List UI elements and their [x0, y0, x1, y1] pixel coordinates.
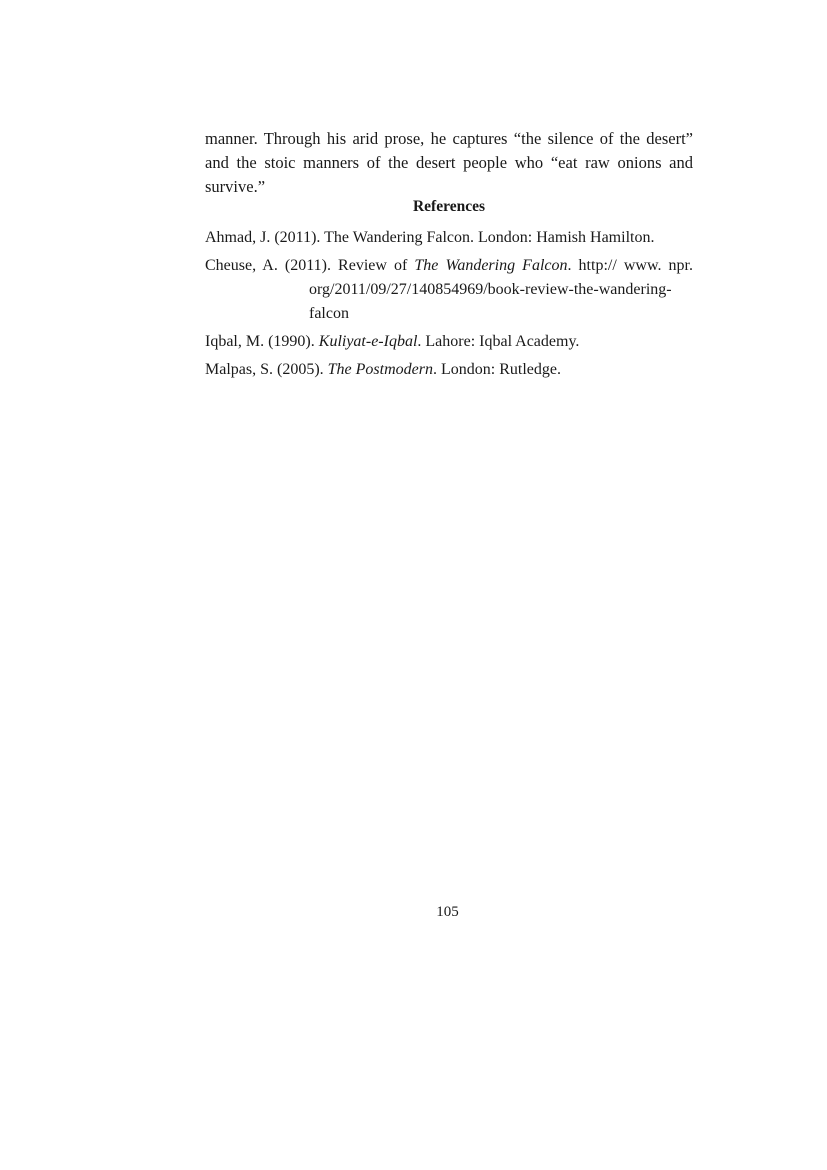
reference-text: Ahmad, J. (2011). The Wandering Falcon. London: Hamish Hamilton. [205, 229, 655, 246]
reference-item [205, 358, 693, 382]
body-text [205, 127, 693, 199]
reference-text: . Lahore: Iqbal Academy. [417, 333, 580, 350]
reference-item [205, 254, 693, 326]
references-heading: References [412, 198, 485, 215]
reference-text: Malpas, S. (2005). [205, 361, 328, 378]
references-list [205, 226, 693, 386]
reference-text: Cheuse, A. (2011). Review of [205, 257, 415, 274]
reference-text: Iqbal, M. (1990). [205, 333, 319, 350]
reference-item [205, 226, 693, 250]
reference-text: . http:// www. npr. org/2011/09/27/140854969/book-review-the-wandering-falcon [309, 257, 693, 322]
reference-title: Kuliyat-e-Iqbal [318, 333, 418, 350]
reference-text: . London: Rutledge. [432, 361, 561, 378]
reference-item [205, 330, 693, 354]
reference-title: The Wandering Falcon [414, 257, 568, 274]
body-paragraph: manner. Through his arid prose, he captures “the silence of the desert” and the stoic manners of the desert people who “eat raw onions and survive.” [205, 129, 693, 196]
page-number: 105 [436, 904, 459, 920]
reference-title: The Postmodern [327, 361, 433, 378]
